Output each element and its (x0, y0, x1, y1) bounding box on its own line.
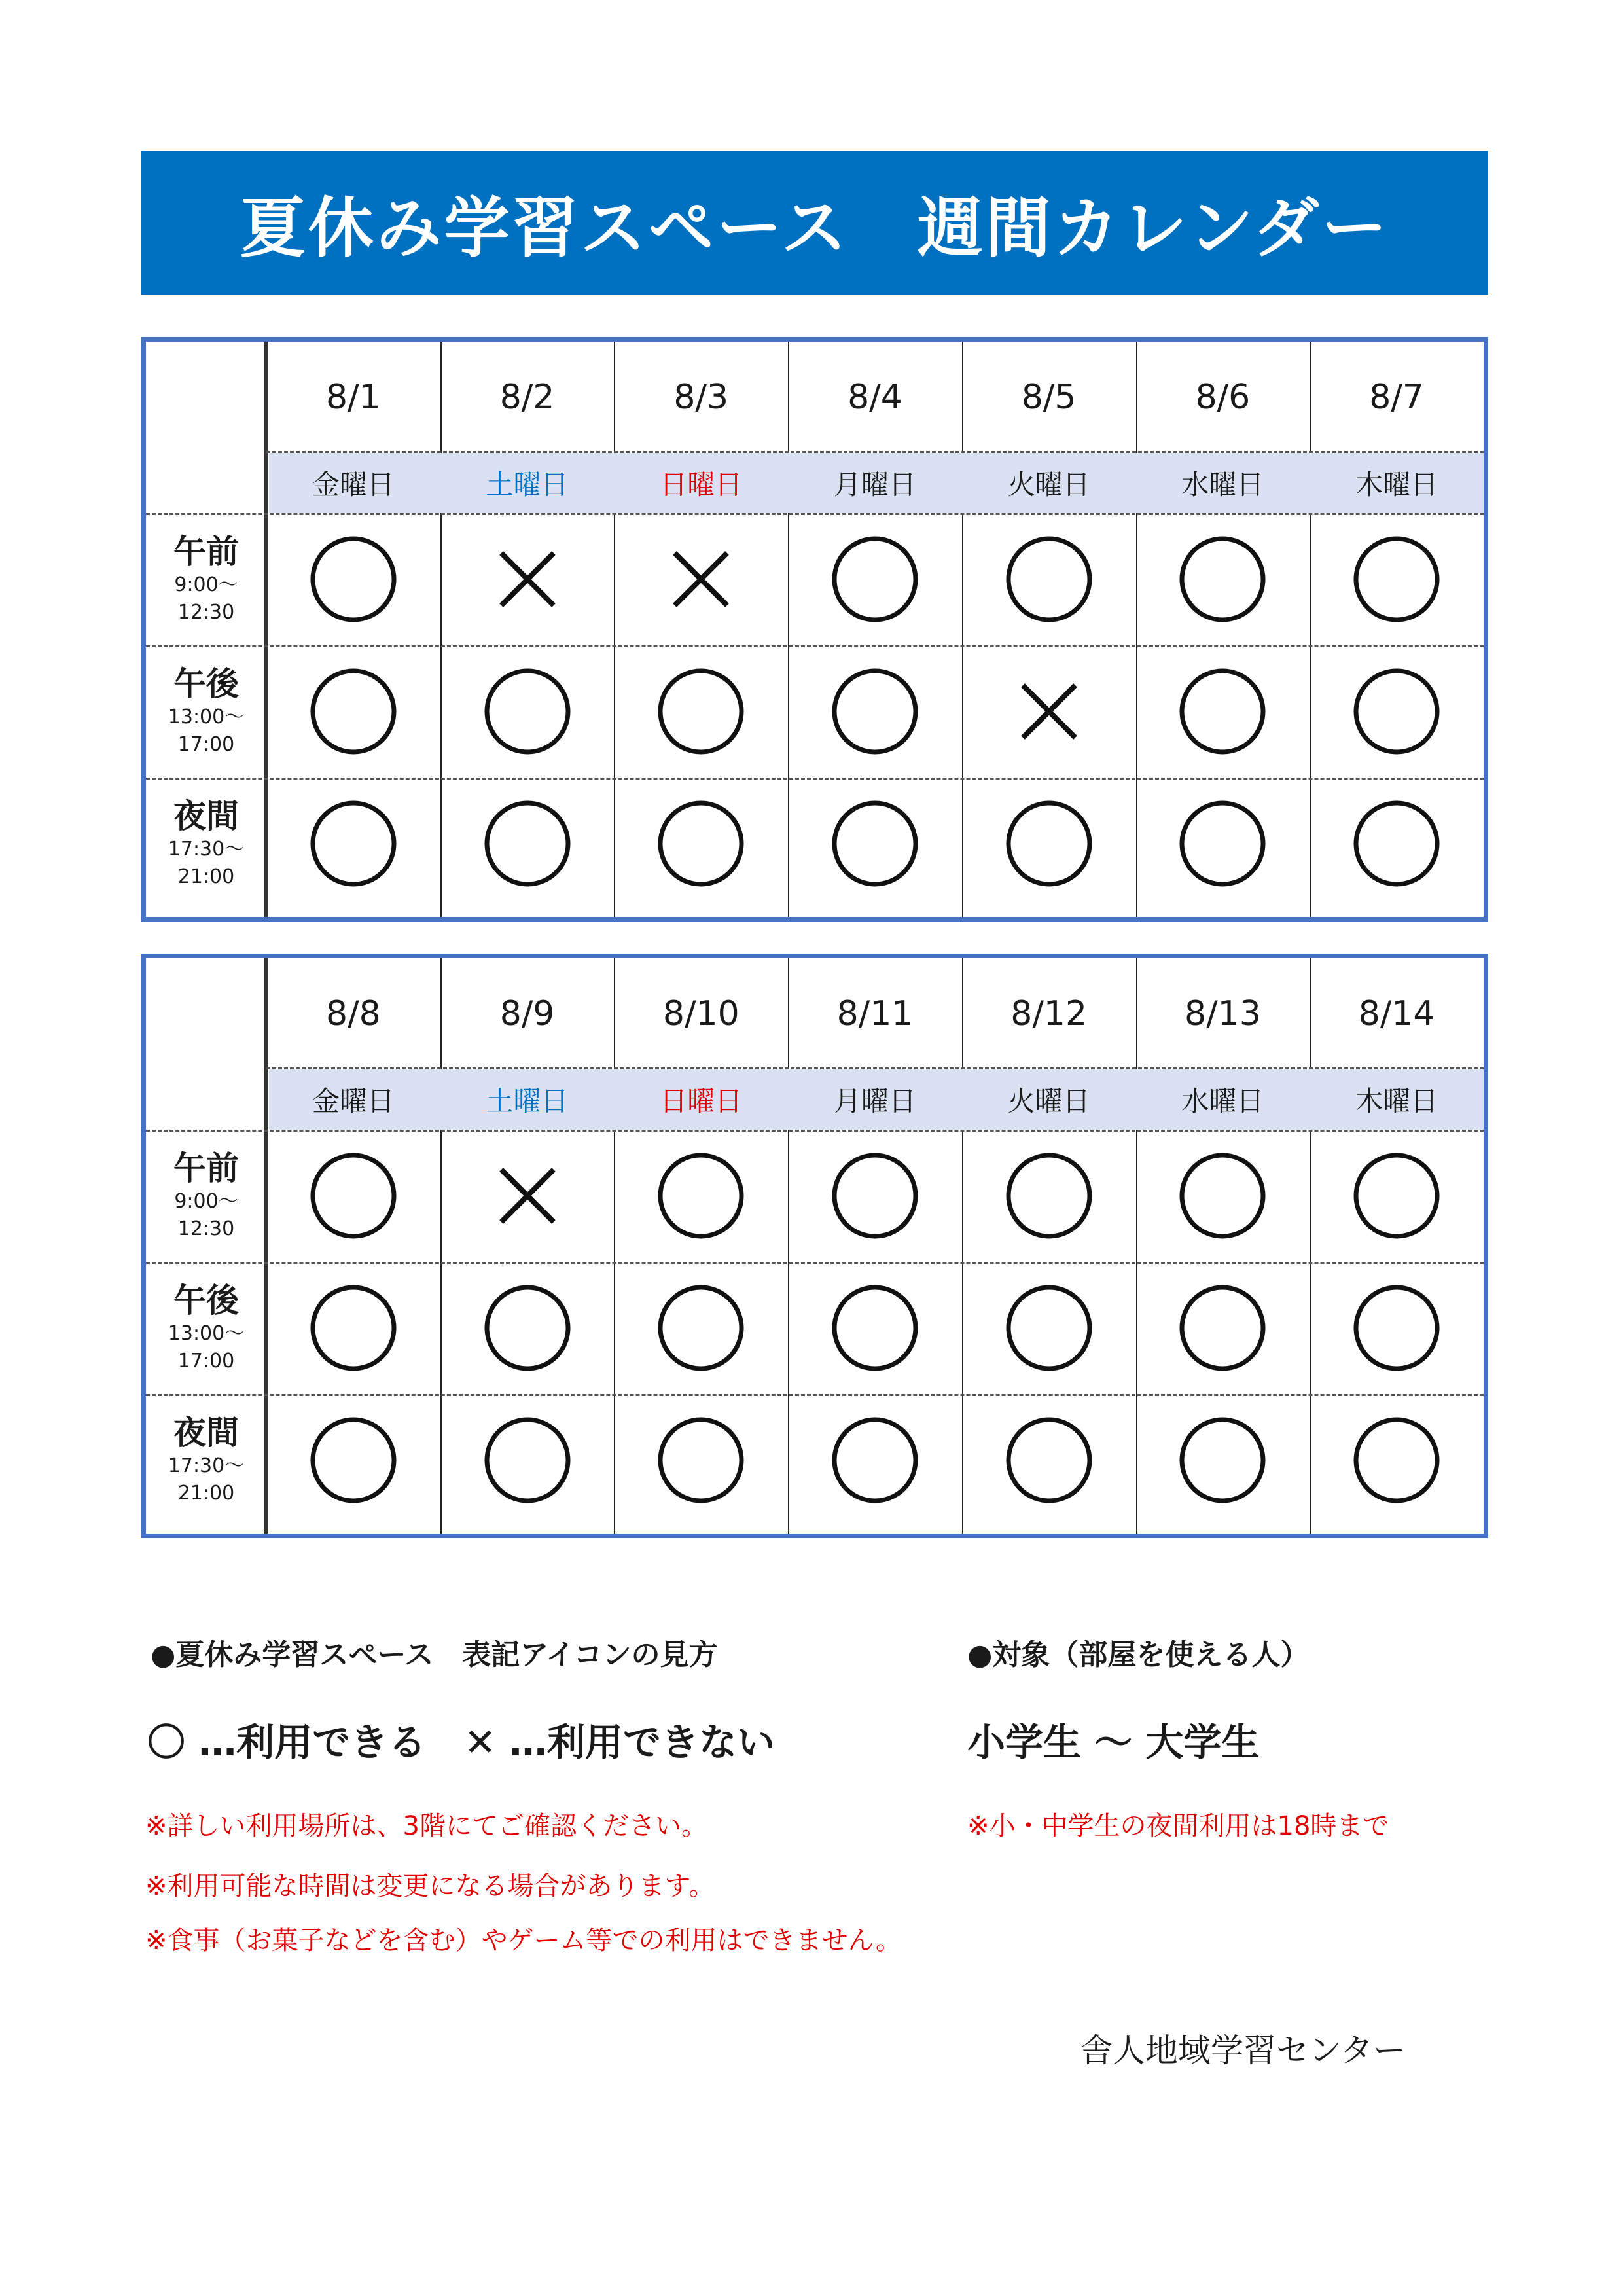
available-icon (614, 778, 788, 910)
period-label (146, 1130, 266, 1262)
period-label (146, 513, 266, 645)
available-icon (788, 1262, 962, 1394)
available-icon (962, 778, 1136, 910)
day-of-week: 火曜日 (1007, 469, 1090, 501)
day-date: 8/13 (1185, 994, 1261, 1033)
available-icon (266, 778, 440, 910)
period-time-start: 9:00～ (174, 573, 238, 596)
day-of-week: 水曜日 (1181, 1085, 1264, 1117)
available-icon (266, 513, 440, 645)
available-icon (788, 778, 962, 910)
day-date: 8/14 (1358, 994, 1435, 1033)
available-icon (1136, 1394, 1310, 1526)
period-time-end: 21:00 (177, 1482, 235, 1505)
note-prohibited: ※食事（お菓子などを含む）やゲーム等での利用はできません。 (145, 1926, 902, 1956)
day-date: 8/6 (1195, 378, 1251, 417)
period-name: 夜間 (173, 797, 239, 835)
day-of-week: 日曜日 (660, 1085, 743, 1117)
available-icon (614, 645, 788, 778)
available-icon (1136, 645, 1310, 778)
page-title: 夏休み学習スペース 週間カレンダー (141, 151, 1488, 295)
day-of-week: 土曜日 (486, 1085, 569, 1117)
available-icon (1310, 778, 1484, 910)
target-heading: ●対象（部屋を使える人） (967, 1638, 1310, 1672)
available-icon (788, 513, 962, 645)
available-icon (962, 513, 1136, 645)
week-calendar-1 (141, 337, 1488, 922)
available-icon (1310, 1130, 1484, 1262)
available-icon (440, 778, 615, 910)
available-icon (1310, 513, 1484, 645)
note-time-change: ※利用可能な時間は変更になる場合があります。 (145, 1871, 715, 1901)
available-icon (1136, 778, 1310, 910)
period-label (146, 645, 266, 778)
day-of-week: 木曜日 (1355, 1085, 1438, 1117)
available-icon (614, 1130, 788, 1262)
available-icon (1136, 1130, 1310, 1262)
available-icon (440, 645, 615, 778)
period-label (146, 1394, 266, 1526)
available-icon (1310, 1394, 1484, 1526)
period-time-end: 17:00 (177, 733, 235, 756)
unavailable-icon (440, 1130, 615, 1262)
period-name: 午後 (173, 1282, 239, 1319)
note-night-limit: ※小・中学生の夜間利用は18時まで (967, 1811, 1389, 1841)
day-of-week: 月曜日 (833, 1085, 916, 1117)
day-date: 8/9 (499, 994, 555, 1033)
available-icon (614, 1394, 788, 1526)
day-date: 8/11 (836, 994, 914, 1033)
target-value: 小学生 ～ 大学生 (967, 1720, 1260, 1765)
organization-name: 舎人地域学習センター (1080, 2032, 1406, 2070)
period-time-start: 13:00～ (168, 1322, 245, 1345)
day-of-week: 月曜日 (833, 469, 916, 501)
day-date: 8/5 (1021, 378, 1077, 417)
day-of-week: 日曜日 (660, 469, 743, 501)
legend-heading: ●夏休み学習スペース 表記アイコンの見方 (151, 1638, 718, 1672)
available-icon (1310, 1262, 1484, 1394)
legend-icons: 〇 …利用できる ✕ …利用できない (147, 1720, 775, 1765)
day-of-week: 木曜日 (1355, 469, 1438, 501)
day-date: 8/7 (1369, 378, 1424, 417)
day-of-week: 水曜日 (1181, 469, 1264, 501)
available-icon (266, 1130, 440, 1262)
available-icon (1136, 1262, 1310, 1394)
available-icon (1310, 645, 1484, 778)
period-name: 午後 (173, 665, 239, 703)
available-icon (1136, 513, 1310, 645)
available-icon (962, 1130, 1136, 1262)
available-icon (266, 1262, 440, 1394)
available-icon (440, 1394, 615, 1526)
available-icon (788, 645, 962, 778)
week-calendar-2 (141, 954, 1488, 1538)
period-time-end: 17:00 (177, 1350, 235, 1372)
period-label (146, 1262, 266, 1394)
available-icon (962, 1394, 1136, 1526)
day-of-week: 金曜日 (312, 1085, 395, 1117)
unavailable-icon (614, 513, 788, 645)
period-label (146, 778, 266, 910)
period-time-start: 13:00～ (168, 706, 245, 728)
available-icon (788, 1130, 962, 1262)
available-icon (962, 1262, 1136, 1394)
period-time-end: 21:00 (177, 865, 235, 888)
day-of-week: 火曜日 (1007, 1085, 1090, 1117)
note-location: ※詳しい利用場所は、3階にてご確認ください。 (145, 1811, 707, 1841)
day-date: 8/12 (1010, 994, 1088, 1033)
day-date: 8/1 (326, 378, 381, 417)
day-of-week: 金曜日 (312, 469, 395, 501)
day-of-week: 土曜日 (486, 469, 569, 501)
period-name: 夜間 (173, 1414, 239, 1452)
period-time-end: 12:30 (177, 1217, 235, 1240)
day-date: 8/3 (673, 378, 729, 417)
unavailable-icon (962, 645, 1136, 778)
available-icon (266, 1394, 440, 1526)
available-icon (440, 1262, 615, 1394)
period-name: 午前 (173, 533, 239, 571)
available-icon (788, 1394, 962, 1526)
day-date: 8/4 (847, 378, 902, 417)
available-icon (266, 645, 440, 778)
day-date: 8/10 (662, 994, 740, 1033)
day-date: 8/2 (499, 378, 555, 417)
unavailable-icon (440, 513, 615, 645)
period-name: 午前 (173, 1149, 239, 1187)
day-date: 8/8 (326, 994, 381, 1033)
period-time-start: 17:30～ (168, 1454, 245, 1477)
available-icon (614, 1262, 788, 1394)
period-time-end: 12:30 (177, 601, 235, 624)
period-time-start: 9:00～ (174, 1190, 238, 1213)
period-time-start: 17:30～ (168, 838, 245, 861)
